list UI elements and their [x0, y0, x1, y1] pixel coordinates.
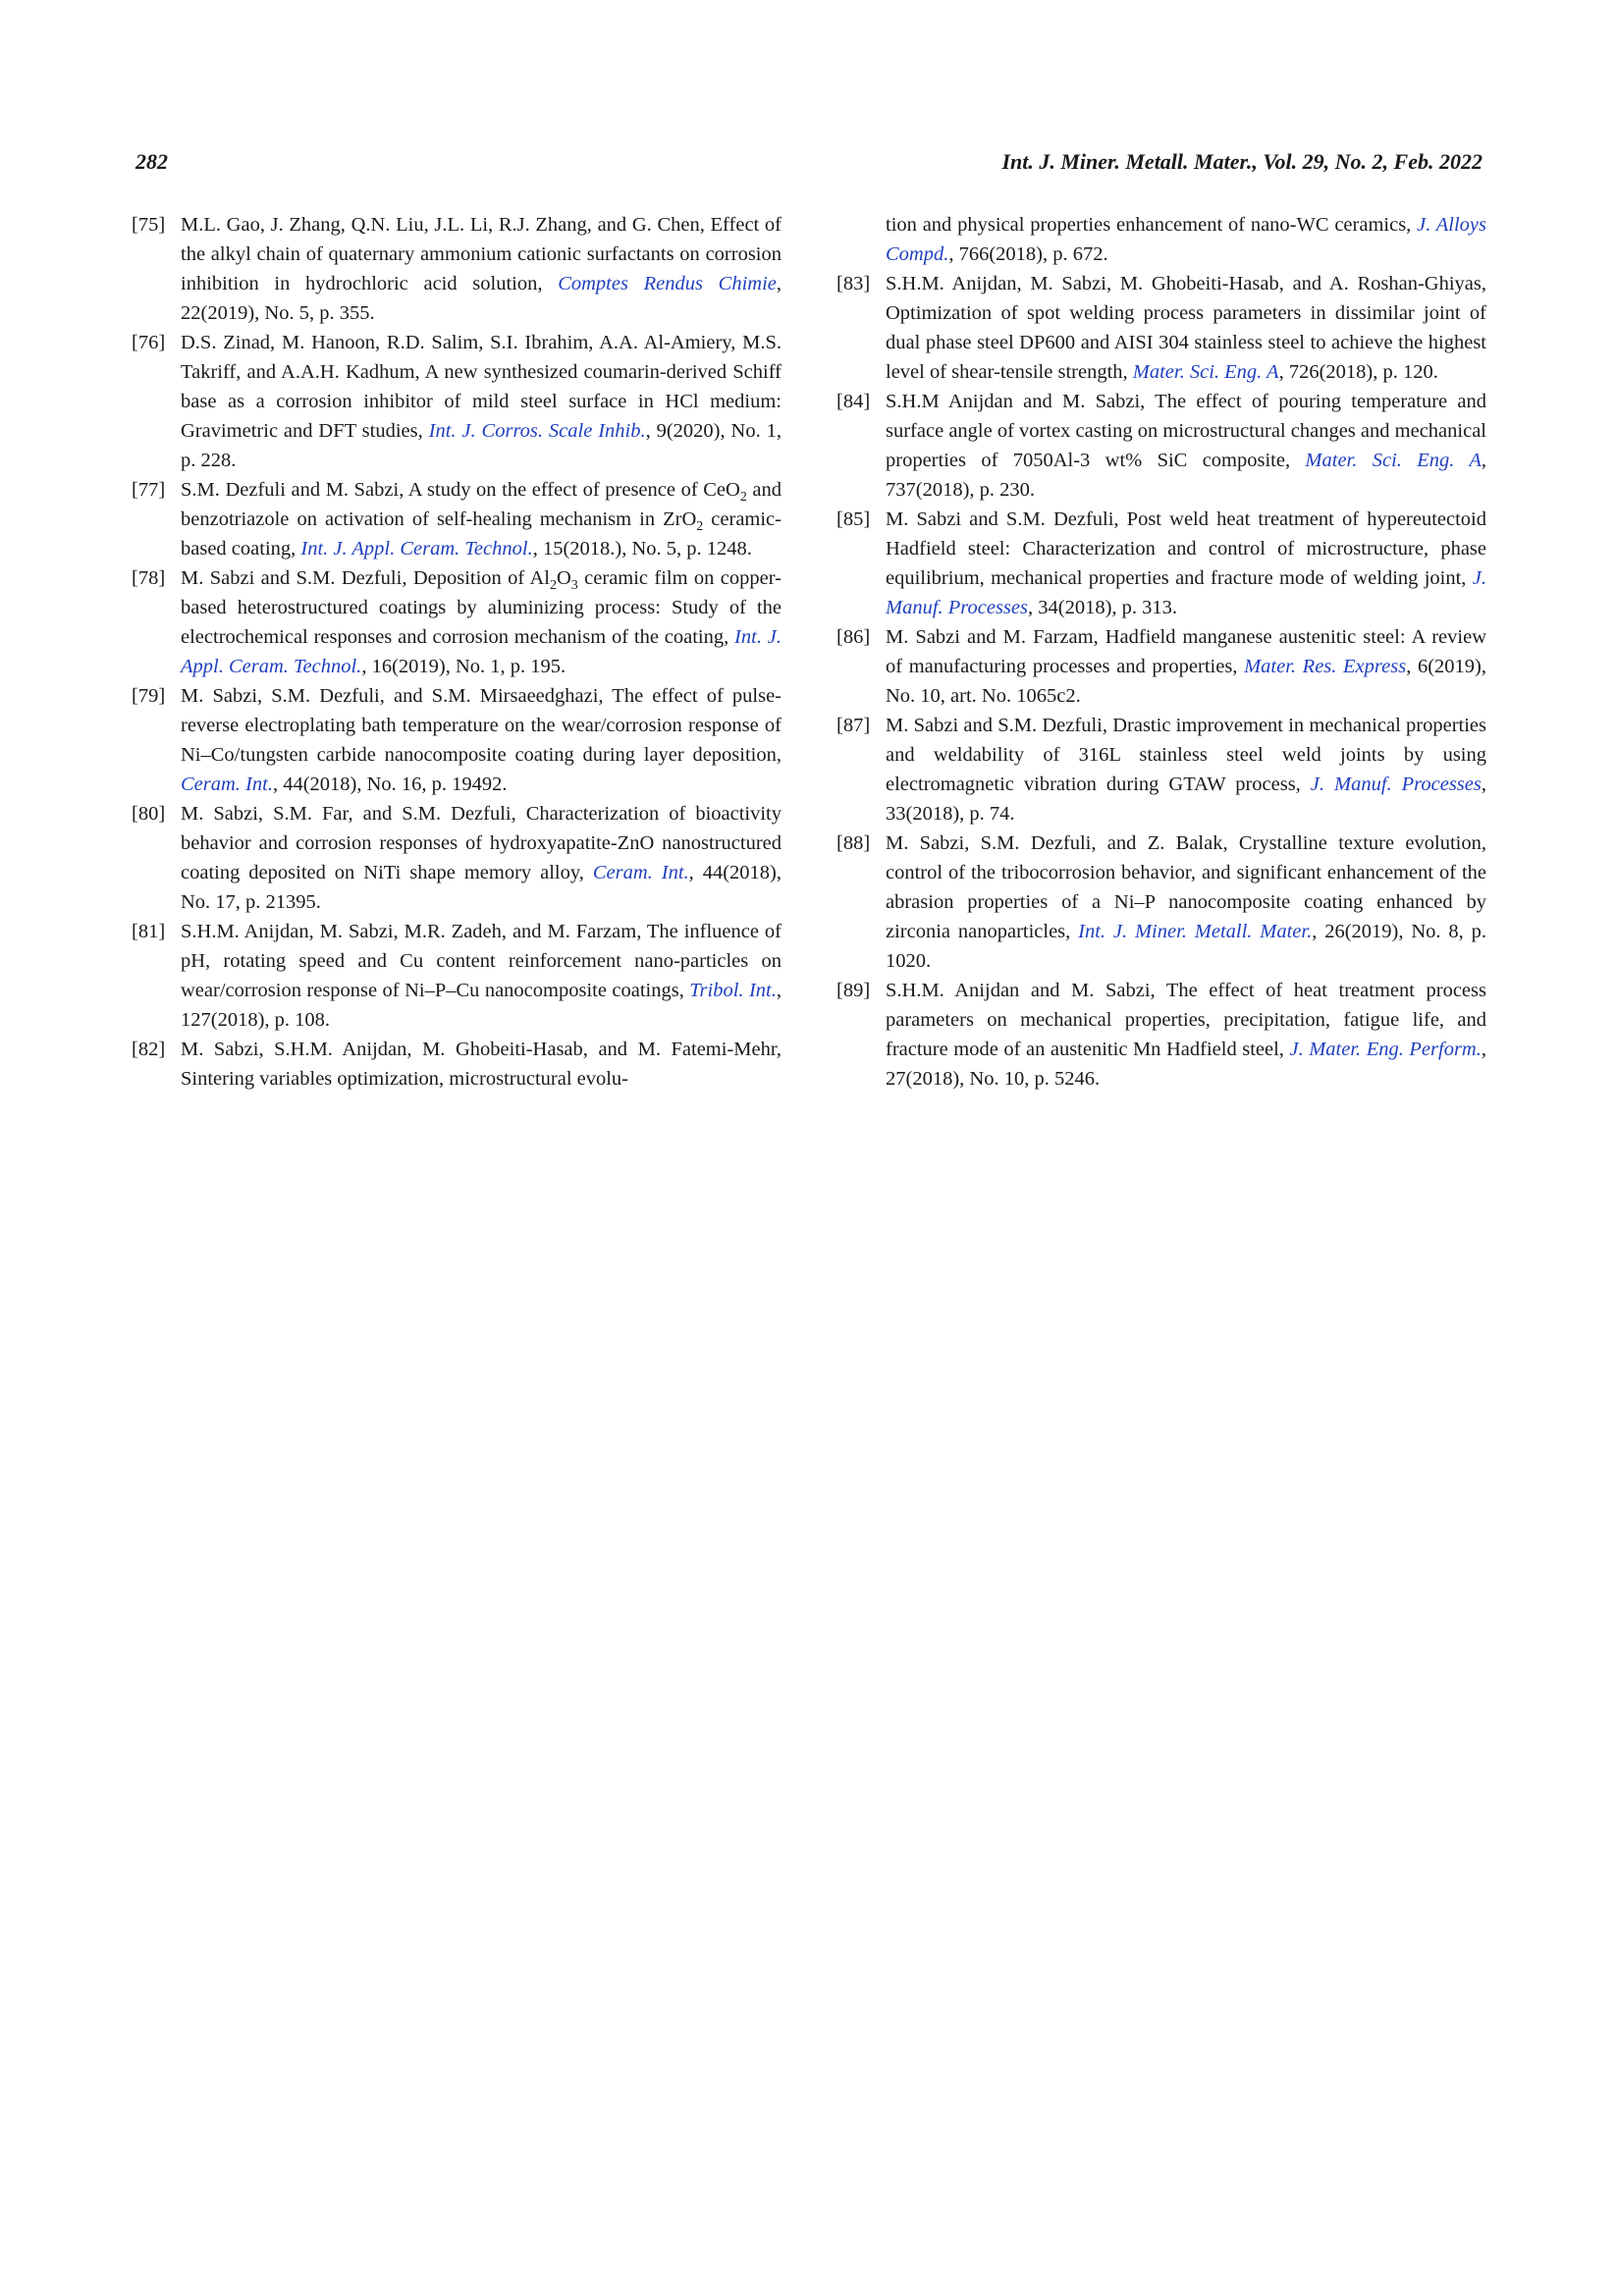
reference-citation: , 44(2018), No. 17, p. 21395.	[181, 862, 782, 913]
reference-citation: , 16(2019), No. 1, p. 195.	[361, 656, 566, 677]
reference-item	[836, 976, 1486, 1094]
reference-item	[132, 681, 782, 799]
reference-continuation	[836, 210, 1486, 269]
reference-citation: , 9(2020), No. 1, p. 228.	[181, 420, 782, 471]
reference-text: M.L. Gao, J. Zhang, Q.N. Liu, J.L. Li, R.J. Zhang, and G. Chen, Effect of the alkyl chain of quaternary ammonium cationic surfactants on corrosion inhibition in hydrochloric acid solution,	[181, 214, 782, 294]
reference-citation: , 726(2018), p. 120.	[1278, 361, 1438, 383]
reference-number: [77]	[132, 479, 166, 501]
reference-number: [89]	[836, 980, 871, 1001]
journal-link[interactable]: Ceram. Int.	[592, 862, 689, 883]
reference-item	[836, 269, 1486, 387]
reference-citation: , 26(2019), No. 8, p. 1020.	[886, 921, 1486, 972]
reference-text: S.H.M. Anijdan, M. Sabzi, M.R. Zadeh, and M. Farzam, The influence of pH, rotating speed and Cu content reinforcement nano-particles on wear/corrosion response of Ni–P–Cu nanocomposite coatings,	[181, 921, 782, 1001]
reference-number: [85]	[836, 508, 871, 530]
reference-item	[132, 328, 782, 475]
reference-text: O	[556, 567, 571, 589]
reference-text: M. Sabzi, S.M. Dezfuli, and S.M. Mirsaeedghazi, The effect of pulse-reverse electroplating bath temperature on the wear/corrosion response of Ni–Co/tungsten carbide nanocomposite coating during layer deposition,	[181, 685, 782, 766]
reference-number: [86]	[836, 626, 871, 648]
reference-text: S.H.M. Anijdan, M. Sabzi, M. Ghobeiti-Hasab, and A. Roshan-Ghiyas, Optimization of spot welding process parameters in dissimilar joint of dual phase steel DP600 and AISI 304 stainless steel to achieve the highest level of shear-tensile strength,	[886, 273, 1486, 383]
journal-link[interactable]: Comptes Rendus Chimie	[558, 273, 777, 294]
journal-link[interactable]: Mater. Res. Express	[1244, 656, 1407, 677]
reference-citation: , 737(2018), p. 230.	[886, 450, 1486, 501]
reference-text: and benzotriazole on activation of self-healing mechanism in ZrO	[181, 479, 782, 530]
reference-number: [79]	[132, 685, 166, 707]
reference-number: [80]	[132, 803, 166, 825]
reference-text: S.M. Dezfuli and M. Sabzi, A study on the effect of presence of CeO	[181, 479, 740, 501]
reference-item	[132, 563, 782, 681]
subscript: 2	[549, 578, 557, 594]
reference-text: M. Sabzi and S.M. Dezfuli, Post weld heat treatment of hypereutectoid Hadfield steel: Characterization and control of microstructure, phase equilibrium, mechanical properties and fracture mode of welding joint,	[886, 508, 1486, 589]
reference-citation: , 127(2018), p. 108.	[181, 980, 782, 1031]
reference-item	[132, 210, 782, 328]
reference-text: ceramic-based coating,	[181, 508, 782, 560]
reference-citation: , 34(2018), p. 313.	[1028, 597, 1178, 618]
references-right-column	[836, 210, 1486, 1094]
running-head: Int. J. Miner. Metall. Mater., Vol. 29, No. 2, Feb. 2022	[1001, 149, 1482, 174]
journal-link[interactable]: Int. J. Appl. Ceram. Technol.	[300, 538, 533, 560]
reference-text: ceramic film on copper-based heterostructured coatings by aluminizing process: Study of the electrochemical responses and corrosion mechanism of the coating,	[181, 567, 782, 648]
reference-text: tion and physical properties enhancement of nano-WC ceramics,	[886, 214, 1418, 236]
reference-item	[132, 917, 782, 1035]
journal-link[interactable]: Int. J. Appl. Ceram. Technol.	[181, 626, 782, 677]
journal-link[interactable]: Ceram. Int.	[181, 774, 273, 795]
page-number: 282	[135, 149, 168, 174]
journal-link[interactable]: J. Manuf. Processes	[886, 567, 1486, 618]
reference-number: [75]	[132, 214, 166, 236]
reference-item	[132, 475, 782, 563]
reference-number: [78]	[132, 567, 166, 589]
journal-link[interactable]: Int. J. Miner. Metall. Mater.	[1078, 921, 1313, 942]
reference-citation: , 766(2018), p. 672.	[948, 243, 1108, 265]
reference-text: S.H.M. Anijdan and M. Sabzi, The effect of heat treatment process parameters on mechanical properties, precipitation, fatigue life, and fracture mode of an austenitic Mn Hadfield steel,	[886, 980, 1486, 1060]
reference-item	[132, 799, 782, 917]
reference-citation: , 15(2018.), No. 5, p. 1248.	[532, 538, 752, 560]
journal-link[interactable]: Mater. Sci. Eng. A	[1305, 450, 1482, 471]
reference-item	[836, 828, 1486, 976]
reference-citation: , 6(2019), No. 10, art. No. 1065c2.	[886, 656, 1486, 707]
reference-text: M. Sabzi, S.M. Dezfuli, and Z. Balak, Crystalline texture evolution, control of the tribocorrosion behavior, and significant enhancement of the abrasion properties of a Ni–P nanocomposite coating enhanced by zirconia nanoparticles,	[886, 832, 1486, 942]
journal-link[interactable]: Mater. Sci. Eng. A	[1132, 361, 1279, 383]
subscript: 3	[570, 578, 578, 594]
reference-text: M. Sabzi and M. Farzam, Hadfield manganese austenitic steel: A review of manufacturing processes and properties,	[886, 626, 1486, 677]
reference-citation: , 27(2018), No. 10, p. 5246.	[886, 1039, 1486, 1090]
reference-text: M. Sabzi and S.M. Dezfuli, Deposition of Al	[181, 567, 550, 589]
reference-text: M. Sabzi and S.M. Dezfuli, Drastic improvement in mechanical properties and weldability of 316L stainless steel weld joints by using electromagnetic vibration during GTAW process,	[886, 715, 1486, 795]
journal-link[interactable]: J. Alloys Compd.	[886, 214, 1487, 265]
reference-number: [88]	[836, 832, 871, 854]
journal-link[interactable]: Int. J. Corros. Scale Inhib.	[428, 420, 646, 442]
journal-link[interactable]: Tribol. Int.	[689, 980, 777, 1001]
reference-number: [76]	[132, 332, 166, 353]
subscript: 2	[696, 519, 704, 535]
reference-text: S.H.M Anijdan and M. Sabzi, The effect of pouring temperature and surface angle of vortex casting on microstructural changes and mechanical properties of 7050Al-3 wt% SiC composite,	[886, 391, 1486, 471]
references-left-column	[132, 210, 782, 1094]
reference-number: [84]	[836, 391, 871, 412]
reference-item	[836, 387, 1486, 505]
reference-item	[132, 1035, 782, 1094]
subscript: 2	[739, 490, 747, 506]
reference-text: D.S. Zinad, M. Hanoon, R.D. Salim, S.I. Ibrahim, A.A. Al-Amiery, M.S. Takriff, and A.A.H. Kadhum, A new synthesized coumarin-derived Schiff base as a corrosion inhibitor of mild steel surface in HCl medium: Gravimetric and DFT studies,	[181, 332, 782, 442]
reference-citation: , 22(2019), No. 5, p. 355.	[181, 273, 782, 324]
reference-number: [81]	[132, 921, 166, 942]
journal-link[interactable]: J. Mater. Eng. Perform.	[1289, 1039, 1482, 1060]
reference-citation: , 44(2018), No. 16, p. 19492.	[272, 774, 508, 795]
journal-link[interactable]: J. Manuf. Processes	[1310, 774, 1482, 795]
reference-number: [87]	[836, 715, 871, 736]
reference-item	[836, 711, 1486, 828]
reference-item	[836, 505, 1486, 622]
reference-text: M. Sabzi, S.M. Far, and S.M. Dezfuli, Characterization of bioactivity behavior and corrosion responses of hydroxyapatite-ZnO nanostructured coating deposited on NiTi shape memory alloy,	[181, 803, 782, 883]
reference-citation: , 33(2018), p. 74.	[886, 774, 1486, 825]
reference-item	[836, 622, 1486, 711]
reference-text: M. Sabzi, S.H.M. Anijdan, M. Ghobeiti-Hasab, and M. Fatemi-Mehr, Sintering variables optimization, microstructural evolu-	[181, 1039, 782, 1090]
reference-number: [83]	[836, 273, 871, 294]
reference-number: [82]	[132, 1039, 166, 1060]
